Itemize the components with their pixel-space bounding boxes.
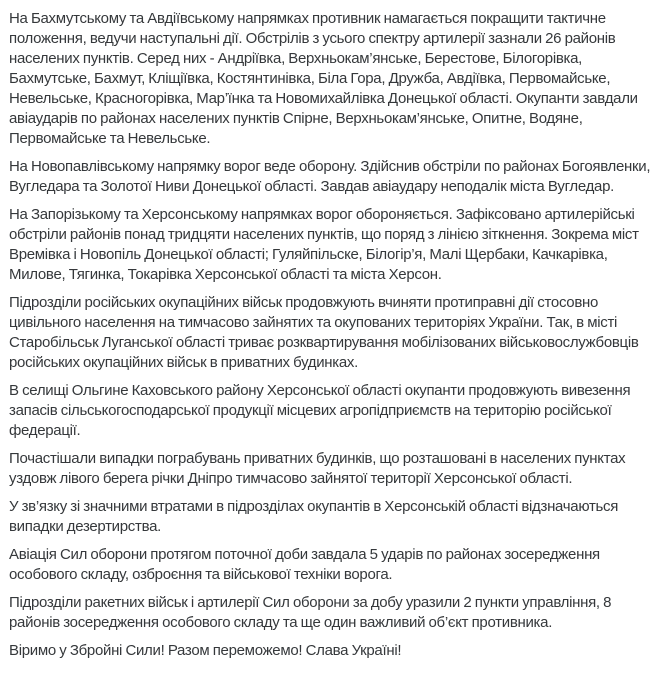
post-paragraph-house-robberies: Почастішали випадки пограбувань приватних будинків, що розташовані в населених пунктах уздовж лівого берега річки Дніпро тимчасово зайнятої території Херсонської області. — [9, 450, 626, 487]
post-paragraph-desertion: У зв’язку зі значними втратами в підрозділах окупантів в Херсонській області відзначаються випадки дезертирства. — [9, 498, 619, 535]
post-paragraph-bakhmut-avdiivka: На Бахмутському та Авдіївському напрямках противник намагається покращити тактичне положення, ведучи наступальні дії. Обстрілів з усього спектру артилерії зазнали 26 районів населених пунктів. Серед них - Андріївка, Верхньокам’янське, Берестове, Білогорівка, Бахмутське, Бахмут, Кліщіївка, Костянтинівка, Біла Гора, Дружба, Авдіївка, Первомайське, Невельське, Красногорівка, Мар’їнка та Новомихайлівка Донецької області. Окупанти завдали авіаударів по районах населених пунктів Спірне, Верхньокам’янське, Опитне, Водяне, Первомайське та Невельське. — [9, 10, 638, 147]
post-paragraph-missile-artillery: Підрозділи ракетних військ і артилерії Сил оборони за добу уразили 2 пункти управління, 8 районів зосередження особового складу та ще один важливий об’єкт противника. — [9, 594, 612, 631]
post-paragraph-novopavlivske: На Новопавлівському напрямку ворог веде оборону. Здійснив обстріли по районах Богоявленки, Вугледара та Золотої Ниви Донецької області. Завдав авіаудару неподалік міста Вугледар. — [9, 158, 651, 195]
post-paragraph-olhyne-looting: В селищі Ольгине Каховського району Херсонської області окупанти продовжують вивезення запасів сільськогосподарської продукції місцевих агропідприємств на територію російської федерації. — [9, 382, 631, 439]
post-paragraph-slogan: Віримо у Збройні Сили! Разом переможемо! Слава Україні! — [9, 642, 402, 659]
post-paragraph-zaporizhzhia-kherson: На Запорізькому та Херсонському напрямках ворог обороняється. Зафіксовано артилерійські обстріли районів понад тридцяти населених пунктів, що поряд з лінією зіткнення. Зокрема міст Времівка і Новопіль Донецької області; Гуляйпільске, Білогір’я, Малі Щербаки, Качкарівка, Милове, Тягинка, Токарівка Херсонської області та міста Херсон. — [9, 206, 639, 283]
post-paragraph-aviation-strikes: Авіація Сил оборони протягом поточної доби завдала 5 ударів по районах зосередження особового складу, озброєння та військової техніки ворога. — [9, 546, 600, 583]
post-paragraph-occupiers-unlawful-acts: Підрозділи російських окупаційних військ продовжують вчиняти протиправні дії стосовно цивільного населення на тимчасово зайнятих та окупованих територіях України. Так, в місті Старобільськ Луганської області триває розквартирування мобілізованих військовослужбовців російських окупаційних військ в приватних будинках. — [9, 294, 639, 371]
